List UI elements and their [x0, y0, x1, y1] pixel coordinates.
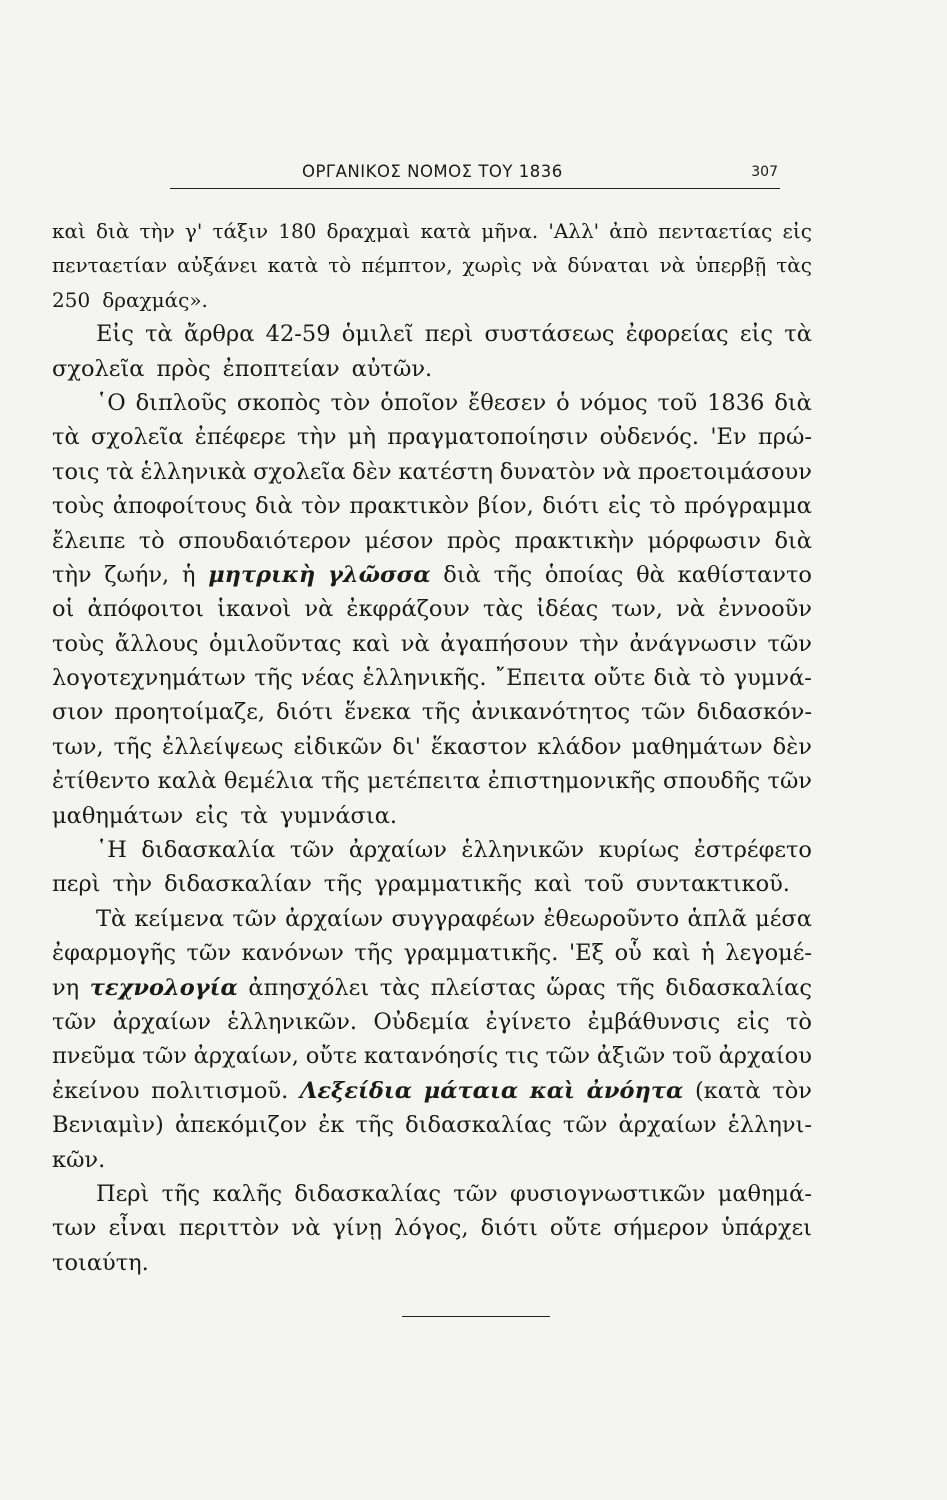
word: τὴν [52, 561, 92, 588]
emphasized-word: ἀνόητα [586, 1077, 684, 1104]
word: οὐδενός. [599, 424, 700, 451]
word: ἐτίθεντο [52, 768, 151, 795]
word: τοις [52, 458, 100, 485]
word: ἔλειπε [52, 527, 126, 554]
text-line [52, 764, 812, 798]
word: ἀρχαίων [348, 837, 447, 864]
text-line [52, 455, 812, 489]
word: διὰ [774, 389, 812, 416]
word: μέσον [364, 527, 434, 554]
word: πρώ- [757, 424, 812, 451]
word: τῶν [289, 837, 335, 864]
word: κατανόησίς [363, 1043, 499, 1070]
word: ἀπὸ [609, 219, 648, 243]
word: πέμπτον, [361, 253, 453, 278]
word: 42-59 [265, 321, 331, 348]
word: τῶν [52, 1008, 97, 1035]
word: διὰ [96, 219, 130, 243]
word: συστάσεως [484, 321, 615, 348]
word: θὰ [636, 561, 665, 588]
word: ἀνάγνωσιν [629, 630, 757, 657]
text-line [52, 283, 812, 317]
word: ὁμιλοῦντας [209, 630, 342, 657]
word: νὰ [291, 1215, 321, 1242]
word: νη [52, 974, 80, 1001]
word: ἁπλᾶ [687, 905, 747, 932]
word: τῶν [142, 1043, 187, 1070]
word: κείμενα [134, 905, 225, 932]
text-line [52, 1246, 812, 1280]
word: ὑπερβῇ [695, 253, 767, 278]
word: ἀποφοίτους [112, 493, 247, 520]
word: 'Εξ [569, 940, 605, 967]
text-line [52, 1005, 812, 1039]
word: περιττὸν [178, 1215, 280, 1242]
word: δραχμαὶ [326, 219, 411, 243]
word: τὰ [240, 802, 268, 829]
word: διότι [276, 699, 334, 726]
word: ἀρχαίων, [193, 1043, 299, 1070]
word: των, [611, 596, 663, 623]
word: οὗ [614, 940, 642, 967]
word: ἀνικανότητος [471, 699, 631, 726]
word: μαθημάτων [52, 802, 184, 829]
word: τὰ [52, 424, 80, 451]
text-line [52, 971, 812, 1005]
word: τῶν [767, 768, 812, 795]
word: ἑλληνι- [727, 1112, 812, 1139]
word: νέας [301, 665, 355, 692]
word: τὴν [139, 219, 175, 243]
word: ἐγίνετο [485, 1008, 572, 1035]
word: διότι [542, 493, 600, 520]
word: ἰδέας [536, 596, 599, 623]
word: ἐθεωροῦντο [543, 905, 680, 932]
word: των, [52, 733, 104, 760]
word: δὲν [352, 458, 392, 485]
text-line [52, 833, 812, 867]
word: οὔτε [549, 1215, 602, 1242]
word: διδασκαλία [141, 837, 276, 864]
word: διδασκαλίας [294, 1180, 441, 1207]
word: πρὸς [156, 355, 211, 382]
word: φυσιογνωστικῶν [510, 1180, 706, 1207]
word: Οὐδεμία [373, 1008, 470, 1035]
word: γίνῃ [332, 1215, 382, 1242]
word: πραγματοποίησιν [387, 424, 589, 451]
word: ἀγαπήσουν [440, 630, 569, 657]
word: διπλοῦς [135, 389, 227, 416]
word: ὑπάρχει [720, 1215, 812, 1242]
word: διὰ [255, 493, 293, 520]
word: γραμματικῆς [374, 871, 523, 898]
word: σπουδῆς [663, 768, 761, 795]
word: νὰ [304, 596, 334, 623]
text-line [52, 558, 812, 592]
word: καὶ [534, 871, 573, 898]
word: τῆς [254, 665, 293, 692]
word: καὶ [52, 219, 86, 243]
text-line [52, 420, 812, 454]
word: ζωήν, [104, 561, 170, 588]
word: γυμνάσια. [279, 802, 398, 829]
word: πνεῦμα [52, 1043, 136, 1070]
word: νόμος [579, 389, 648, 416]
word: γυμνά- [733, 665, 812, 692]
word: νὰ [602, 458, 632, 485]
word: εἰς [736, 1008, 770, 1035]
word: διὰ [443, 561, 481, 588]
word: τὴν [112, 871, 153, 898]
word: τῆς [421, 699, 461, 726]
word: οὔτε [593, 665, 646, 692]
word: διδασκαλίαν [164, 871, 312, 898]
word: τῶν [453, 1180, 498, 1207]
text-line [52, 936, 812, 970]
word: τοῦ [672, 1043, 712, 1070]
text-line [52, 730, 812, 764]
word: ἔθεσεν [468, 389, 547, 416]
word: Βενιαμὶν) [52, 1112, 164, 1139]
emphasized-word: μητρικὴ [208, 561, 316, 588]
word: σχολεῖα [253, 458, 346, 485]
word: τὴν [296, 424, 337, 451]
word: 250 [52, 287, 91, 312]
word: πενταετίας [658, 219, 773, 243]
word: ὁμιλεῖ [341, 321, 414, 348]
text-line [52, 524, 812, 558]
word: πρόγραμμα [684, 493, 812, 520]
word: τὸ [138, 527, 165, 554]
word: διὰ [774, 527, 812, 554]
word: ὁ [556, 389, 570, 416]
text-line [52, 352, 812, 386]
emphasized-word: Λεξείδια [299, 1077, 413, 1104]
text-line [52, 799, 812, 833]
word: κατέστη [398, 458, 493, 485]
word: προητοίμαζε, [114, 699, 266, 726]
text-line [52, 1143, 812, 1177]
word: τῶν [186, 940, 232, 967]
word: μαθημάτων [631, 733, 763, 760]
word: χωρὶς [462, 253, 522, 278]
word: μόρφωσιν [647, 527, 762, 554]
word: διδασκαλίας [665, 974, 812, 1001]
word: τὸ [328, 253, 352, 278]
word: τῆς [616, 974, 655, 1001]
word: Εἰς [96, 321, 134, 348]
word: οὔτε [305, 1043, 358, 1070]
text-line [52, 1108, 812, 1142]
word: τὸν [772, 1077, 812, 1104]
word: τῶν [545, 1043, 591, 1070]
word: τῆς [323, 871, 363, 898]
word: Τὰ [96, 905, 127, 932]
word: δραχμάς». [102, 287, 208, 312]
word: μὴ [347, 424, 376, 451]
word: ἐστρέφετο [693, 837, 812, 864]
word: σχολεῖα [52, 355, 145, 382]
word: λογοτεχνημάτων [52, 665, 246, 692]
word: ἐφαρμογῆς [52, 940, 176, 967]
word: ἐπιστημονικῆς [487, 768, 656, 795]
word: πενταετίαν [52, 253, 168, 278]
word: πολιτισμοῦ. [151, 1077, 289, 1104]
word: ῎Επειτα [494, 665, 586, 692]
word: γ' [184, 219, 203, 243]
word: σπουδαιότερον [178, 527, 352, 554]
text-line [52, 661, 812, 695]
word: ὥρας [546, 974, 606, 1001]
word: τῆς [161, 1180, 201, 1207]
word: τῆς [113, 733, 153, 760]
text-line [52, 489, 812, 523]
text-line [52, 1211, 812, 1245]
word: δι' [392, 733, 421, 760]
word: ἀρχαίων [112, 1008, 211, 1035]
word: διότι [480, 1215, 538, 1242]
word: μῆνα. [481, 219, 539, 243]
word: εἰς [739, 321, 774, 348]
word: νὰ [531, 253, 558, 278]
word: τὰ [784, 321, 812, 348]
word: καλὰ [157, 768, 217, 795]
word: πρακτικὸν [349, 493, 470, 520]
word: κατὰ [267, 253, 319, 278]
word: ἐπέφερε [194, 424, 286, 451]
word: ἀρχαίων [285, 905, 384, 932]
text-line [52, 248, 812, 282]
word: ἄλλους [114, 630, 199, 657]
word: νὰ [400, 630, 430, 657]
word: αὐξάνει [177, 253, 258, 278]
word: οἱ [52, 596, 75, 623]
word: ἐκείνου [52, 1077, 140, 1104]
word: τὰς [776, 253, 812, 278]
word: τὸν [301, 493, 341, 520]
word: τοῦ [584, 871, 624, 898]
word: τοῦ [657, 389, 698, 416]
word: περὶ [424, 321, 474, 348]
word: τῶν [641, 699, 686, 726]
word: τάξιν [212, 219, 269, 243]
word: ἐφορείας [625, 321, 729, 348]
word: ἑλληνικὰ [140, 458, 247, 485]
emphasized-word: καὶ [529, 1077, 575, 1104]
word: κανόνων [241, 940, 344, 967]
word: τῆς [354, 940, 393, 967]
word: ἐλλείψεως [162, 733, 284, 760]
word: ἐμβάθυνσις [587, 1008, 721, 1035]
word: ῾Η [96, 837, 127, 864]
word: τὰ [106, 458, 134, 485]
word: εἰς [607, 493, 642, 520]
text-line [52, 214, 812, 248]
word: τῆς [355, 1112, 395, 1139]
word: θεμέλια [223, 768, 314, 795]
word: ἐκφράζουν [346, 596, 470, 623]
word: τοὺς [52, 630, 105, 657]
word: ἀρχαίων [618, 1112, 717, 1139]
word: προετοιμάσουν [637, 458, 812, 485]
word: ἑλληνικῶν. [227, 1008, 358, 1035]
word: ῾Ο [96, 389, 126, 416]
word: καὶ [352, 630, 391, 657]
text-line [52, 1074, 812, 1108]
word: δὲν [772, 733, 812, 760]
word: ἀπεκόμιζον [174, 1112, 308, 1139]
word: κῶν. [52, 1146, 106, 1173]
word: τὸ [785, 1008, 812, 1035]
word: ἀπόφοιτοι [87, 596, 204, 623]
word: τις [504, 1043, 539, 1070]
word: δύναται [567, 253, 650, 278]
word: ἐννοοῦν [718, 596, 812, 623]
word: τὸ [699, 665, 726, 692]
section-divider [402, 1316, 550, 1317]
word: τὰς [482, 596, 524, 623]
running-header [170, 160, 780, 189]
text-line [52, 1039, 812, 1073]
word: (κατὰ [694, 1077, 761, 1104]
word: πλείστας [430, 974, 536, 1001]
word: ἡ [181, 561, 196, 588]
word: βίον, [477, 493, 534, 520]
word: τῶν [562, 1112, 608, 1139]
text-line [52, 386, 812, 420]
word: εἰς [195, 802, 229, 829]
header-title: ΟΡΓΑΝΙΚΟΣ ΝΟΜΟΣ ΤΟΥ 1836 [302, 162, 563, 181]
word: 'Εν [710, 424, 747, 451]
word: τῶν [232, 905, 277, 932]
text-line [52, 695, 812, 729]
text-line [52, 1177, 812, 1211]
word: κυρίως [598, 837, 680, 864]
word: των [52, 1215, 97, 1242]
word: τὰς [379, 974, 420, 1001]
word: ἱκανοὶ [217, 596, 292, 623]
word: ἄρθρα [184, 321, 255, 348]
word: μετέπειτα [367, 768, 481, 795]
text-line [52, 317, 812, 351]
word: νὰ [676, 596, 705, 623]
word: δυνατὸν [499, 458, 596, 485]
word: καλῆς [212, 1180, 283, 1207]
word: καὶ [652, 940, 691, 967]
word: ἕνεκα [344, 699, 411, 726]
word: μαθημά- [717, 1180, 812, 1207]
word: διδασκαλίας [405, 1112, 552, 1139]
word: ὁποίας [544, 561, 624, 588]
word: ἑλληνικῶν [461, 837, 585, 864]
emphasized-word: τεχνολογία [89, 974, 238, 1001]
word: εἶναι [108, 1215, 167, 1242]
word: διδασκόν- [696, 699, 812, 726]
word: ἡ [701, 940, 715, 967]
word: συντακτικοῦ. [635, 871, 790, 898]
word: τὸ [649, 493, 676, 520]
word: τῆς [321, 768, 360, 795]
word: 1836 [707, 389, 765, 416]
word: πρὸς [446, 527, 502, 554]
word: μέσα [755, 905, 812, 932]
word: συγγραφέων [391, 905, 536, 932]
word: γραμματικῆς. [403, 940, 559, 967]
word: Περὶ [96, 1180, 150, 1207]
emphasized-word: μάταια [423, 1077, 519, 1104]
word: ἐκ [318, 1112, 345, 1139]
word: πρακτικὴν [514, 527, 635, 554]
word: τῶν [767, 630, 812, 657]
emphasized-word: γλῶσσα [328, 561, 431, 588]
text-line [52, 592, 812, 626]
text-line [52, 867, 812, 901]
word: τὰ [145, 321, 173, 348]
word: ἕκαστον [430, 733, 528, 760]
word: τῆς [493, 561, 533, 588]
word: σήμερον [613, 1215, 709, 1242]
text-line [52, 627, 812, 661]
word: εἰδικῶν [293, 733, 383, 760]
word: ἐποπτείαν [222, 355, 340, 382]
word: 180 [278, 219, 317, 243]
word: καθίσταντο [677, 561, 812, 588]
word: τὸν [330, 389, 371, 416]
word: ἀρχαίου [718, 1043, 812, 1070]
word: περὶ [52, 871, 101, 898]
text-line [52, 902, 812, 936]
word: λεγομέ- [725, 940, 812, 967]
word: τὴν [579, 630, 619, 657]
word: σκοπὸς [236, 389, 321, 416]
word: 'Αλλ' [548, 219, 600, 243]
word: ὁποῖον [380, 389, 459, 416]
word: κατὰ [420, 219, 472, 243]
word: λόγος, [394, 1215, 469, 1242]
word: διὰ [653, 665, 691, 692]
page-number: 307 [751, 164, 778, 180]
word: κλάδον [537, 733, 622, 760]
word: σιον [52, 699, 104, 726]
word: εἰς [782, 219, 812, 243]
word: αὐτῶν. [351, 355, 433, 382]
body-text [52, 214, 812, 1280]
word: τοιαύτη. [52, 1249, 149, 1276]
word: ἀπησχόλει [248, 974, 370, 1001]
word: νὰ [659, 253, 686, 278]
word: ἑλληνικῆς. [362, 665, 487, 692]
word: τοὺς [52, 493, 105, 520]
word: ἀξιῶν [596, 1043, 666, 1070]
word: σχολεῖα [90, 424, 184, 451]
